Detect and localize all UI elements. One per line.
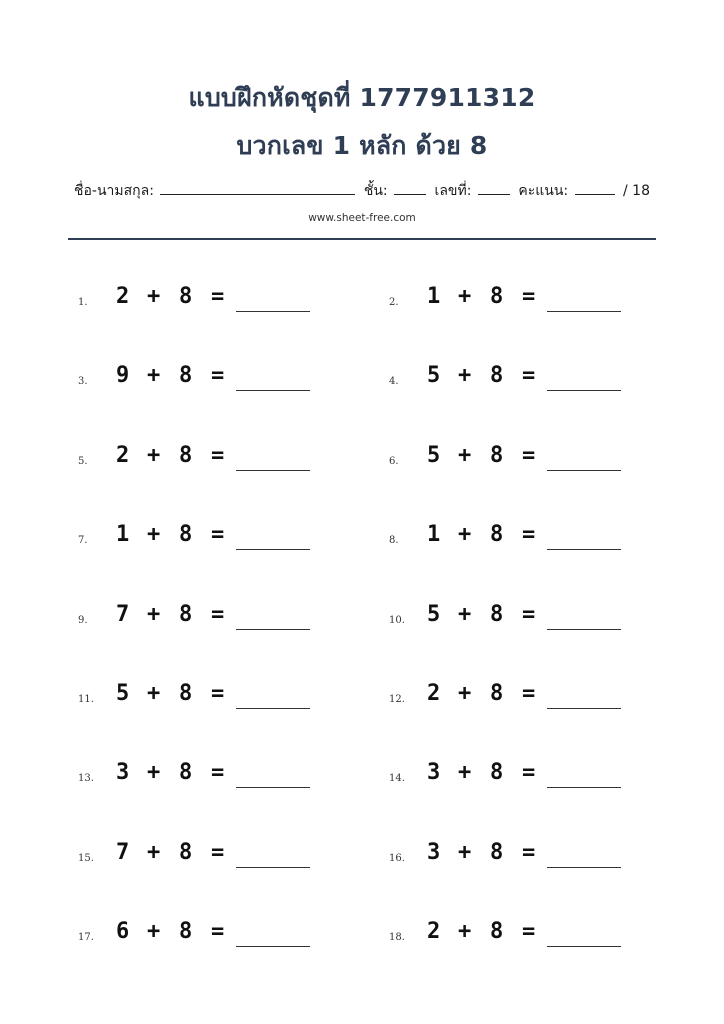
problem-item bbox=[389, 362, 679, 402]
first-operand: 2 bbox=[116, 284, 130, 309]
operator: + bbox=[147, 284, 161, 309]
worksheet-subtitle: บวกเลข 1 หลัก ด้วย 8 bbox=[236, 131, 488, 160]
second-operand: 8 bbox=[179, 602, 193, 627]
problem-item bbox=[389, 759, 679, 799]
problem-number: 4. bbox=[389, 376, 399, 387]
first-operand: 9 bbox=[116, 363, 130, 388]
first-operand: 5 bbox=[427, 602, 441, 627]
problem-number: 17. bbox=[78, 932, 94, 943]
problem-number: 3. bbox=[78, 376, 88, 387]
problem-number: 2. bbox=[389, 297, 399, 308]
answer-blank[interactable] bbox=[547, 708, 621, 709]
operator: + bbox=[147, 602, 161, 627]
problem-number: 13. bbox=[78, 773, 94, 784]
equals-sign: = bbox=[211, 284, 225, 309]
operator: + bbox=[458, 681, 472, 706]
second-operand: 8 bbox=[490, 284, 504, 309]
equals-sign: = bbox=[211, 363, 225, 388]
operator: + bbox=[458, 284, 472, 309]
operator: + bbox=[458, 522, 472, 547]
answer-blank[interactable] bbox=[236, 867, 310, 868]
answer-blank[interactable] bbox=[547, 390, 621, 391]
answer-blank[interactable] bbox=[547, 470, 621, 471]
second-operand: 8 bbox=[179, 443, 193, 468]
problem-item bbox=[78, 283, 368, 323]
second-operand: 8 bbox=[490, 602, 504, 627]
equals-sign: = bbox=[211, 760, 225, 785]
answer-blank[interactable] bbox=[547, 311, 621, 312]
worksheet-title: แบบฝึกหัดชุดที่ 1777911312 bbox=[188, 83, 536, 112]
score-field[interactable] bbox=[575, 180, 615, 195]
answer-blank[interactable] bbox=[236, 311, 310, 312]
problem-number: 10. bbox=[389, 615, 405, 626]
problem-number: 5. bbox=[78, 456, 88, 467]
second-operand: 8 bbox=[179, 363, 193, 388]
answer-blank[interactable] bbox=[547, 629, 621, 630]
first-operand: 6 bbox=[116, 919, 130, 944]
second-operand: 8 bbox=[490, 681, 504, 706]
first-operand: 2 bbox=[427, 919, 441, 944]
problem-item bbox=[389, 283, 679, 323]
header-divider bbox=[68, 238, 656, 240]
problem-number: 18. bbox=[389, 932, 405, 943]
problem-number: 8. bbox=[389, 535, 399, 546]
problem-number: 7. bbox=[78, 535, 88, 546]
problem-item bbox=[389, 521, 679, 561]
problem-number: 12. bbox=[389, 694, 405, 705]
equals-sign: = bbox=[211, 522, 225, 547]
first-operand: 5 bbox=[427, 443, 441, 468]
first-operand: 3 bbox=[116, 760, 130, 785]
equals-sign: = bbox=[522, 602, 536, 627]
number-label: เลขที่: bbox=[434, 183, 472, 199]
problem-number: 6. bbox=[389, 456, 399, 467]
second-operand: 8 bbox=[179, 681, 193, 706]
first-operand: 1 bbox=[116, 522, 130, 547]
problem-number: 1. bbox=[78, 297, 88, 308]
first-operand: 3 bbox=[427, 760, 441, 785]
equals-sign: = bbox=[522, 284, 536, 309]
number-field[interactable] bbox=[478, 180, 510, 195]
problem-number: 15. bbox=[78, 853, 94, 864]
problem-number: 9. bbox=[78, 615, 88, 626]
equals-sign: = bbox=[522, 681, 536, 706]
problem-item bbox=[78, 759, 368, 799]
score-total: / 18 bbox=[623, 183, 650, 199]
answer-blank[interactable] bbox=[547, 867, 621, 868]
first-operand: 7 bbox=[116, 840, 130, 865]
answer-blank[interactable] bbox=[236, 708, 310, 709]
operator: + bbox=[458, 602, 472, 627]
operator: + bbox=[458, 919, 472, 944]
first-operand: 5 bbox=[116, 681, 130, 706]
problem-item bbox=[389, 442, 679, 482]
equals-sign: = bbox=[522, 522, 536, 547]
name-label: ชื่อ-นามสกุล: bbox=[73, 183, 154, 199]
equals-sign: = bbox=[211, 602, 225, 627]
answer-blank[interactable] bbox=[236, 787, 310, 788]
answer-blank[interactable] bbox=[547, 946, 621, 947]
second-operand: 8 bbox=[179, 522, 193, 547]
answer-blank[interactable] bbox=[236, 629, 310, 630]
first-operand: 2 bbox=[427, 681, 441, 706]
problem-item bbox=[389, 918, 679, 958]
second-operand: 8 bbox=[179, 284, 193, 309]
answer-blank[interactable] bbox=[236, 470, 310, 471]
first-operand: 1 bbox=[427, 522, 441, 547]
answer-blank[interactable] bbox=[547, 787, 621, 788]
operator: + bbox=[458, 443, 472, 468]
website-url: www.sheet-free.com bbox=[308, 212, 416, 224]
problem-item bbox=[78, 601, 368, 641]
second-operand: 8 bbox=[179, 760, 193, 785]
problem-item bbox=[78, 839, 368, 879]
problem-number: 11. bbox=[78, 694, 94, 705]
second-operand: 8 bbox=[179, 919, 193, 944]
equals-sign: = bbox=[522, 443, 536, 468]
class-field[interactable] bbox=[394, 180, 426, 195]
second-operand: 8 bbox=[490, 363, 504, 388]
operator: + bbox=[147, 363, 161, 388]
problem-item bbox=[389, 680, 679, 720]
problem-item bbox=[78, 918, 368, 958]
first-operand: 7 bbox=[116, 602, 130, 627]
first-operand: 1 bbox=[427, 284, 441, 309]
operator: + bbox=[147, 681, 161, 706]
operator: + bbox=[147, 840, 161, 865]
second-operand: 8 bbox=[179, 840, 193, 865]
answer-blank[interactable] bbox=[236, 549, 310, 550]
equals-sign: = bbox=[522, 840, 536, 865]
problem-item bbox=[389, 601, 679, 641]
equals-sign: = bbox=[522, 363, 536, 388]
operator: + bbox=[147, 443, 161, 468]
operator: + bbox=[458, 363, 472, 388]
equals-sign: = bbox=[522, 760, 536, 785]
problem-number: 16. bbox=[389, 853, 405, 864]
equals-sign: = bbox=[211, 681, 225, 706]
second-operand: 8 bbox=[490, 840, 504, 865]
first-operand: 5 bbox=[427, 363, 441, 388]
second-operand: 8 bbox=[490, 522, 504, 547]
equals-sign: = bbox=[211, 919, 225, 944]
class-label: ชั้น: bbox=[363, 183, 388, 199]
answer-blank[interactable] bbox=[236, 390, 310, 391]
equals-sign: = bbox=[211, 840, 225, 865]
problem-item bbox=[78, 521, 368, 561]
operator: + bbox=[147, 760, 161, 785]
answer-blank[interactable] bbox=[236, 946, 310, 947]
operator: + bbox=[458, 760, 472, 785]
equals-sign: = bbox=[522, 919, 536, 944]
answer-blank[interactable] bbox=[547, 549, 621, 550]
operator: + bbox=[147, 522, 161, 547]
first-operand: 3 bbox=[427, 840, 441, 865]
student-info-row bbox=[0, 180, 724, 202]
operator: + bbox=[458, 840, 472, 865]
first-operand: 2 bbox=[116, 443, 130, 468]
problem-item bbox=[78, 680, 368, 720]
equals-sign: = bbox=[211, 443, 225, 468]
problem-item bbox=[389, 839, 679, 879]
problem-item bbox=[78, 362, 368, 402]
problem-number: 14. bbox=[389, 773, 405, 784]
problem-item bbox=[78, 442, 368, 482]
second-operand: 8 bbox=[490, 919, 504, 944]
second-operand: 8 bbox=[490, 760, 504, 785]
operator: + bbox=[147, 919, 161, 944]
name-field[interactable] bbox=[160, 180, 355, 195]
second-operand: 8 bbox=[490, 443, 504, 468]
score-label: คะแนน: bbox=[518, 183, 569, 199]
